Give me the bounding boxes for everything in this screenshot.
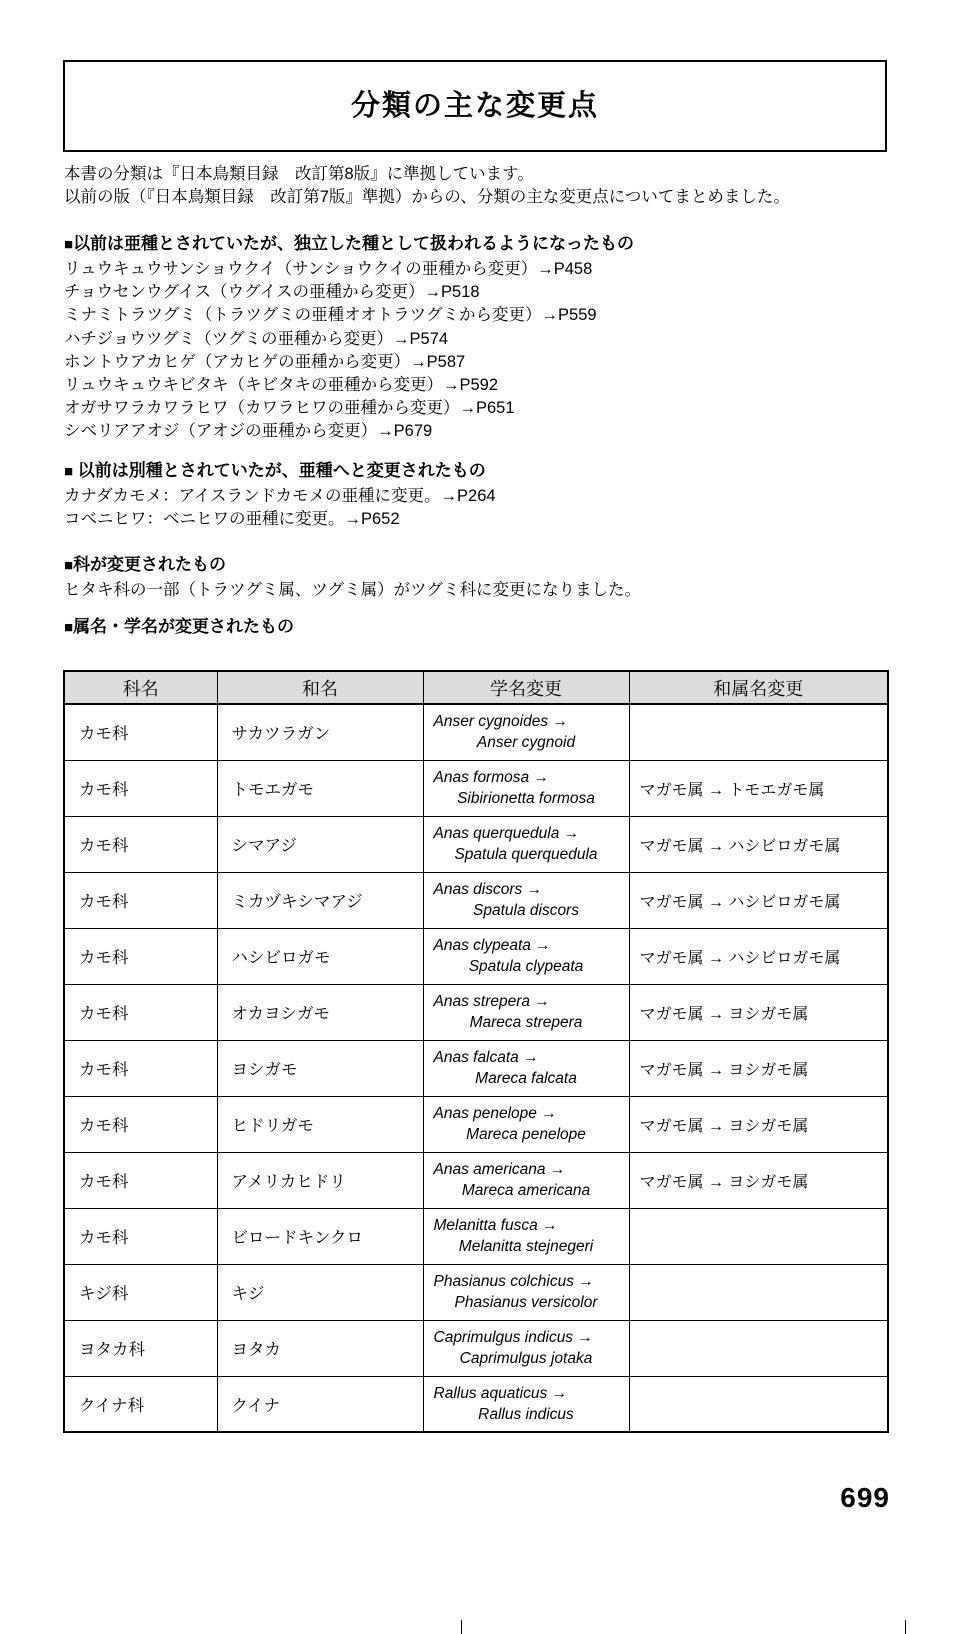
cell-genus-change: マガモ属 → トモエガモ属 — [629, 760, 888, 816]
cell-scientific-name — [423, 1152, 629, 1208]
scientific-name-to: Sibirionetta formosa — [457, 790, 595, 807]
cell-family: カモ科 — [64, 704, 217, 760]
column-header-japanese-name: 和名 — [217, 671, 423, 704]
scientific-name-from: Rallus aquaticus → — [433, 1384, 568, 1402]
cell-family: カモ科 — [64, 984, 217, 1040]
cell-japanese-name: ミカヅキシマアジ — [217, 872, 423, 928]
section-list — [64, 258, 924, 444]
scientific-name-to: Spatula querquedula — [454, 846, 598, 863]
scientific-name-from: Anas americana → — [433, 1161, 566, 1178]
scientific-name-from: Anas formosa → — [433, 769, 549, 786]
section-genus-scientific-name-changed — [64, 615, 924, 641]
scientific-name-to: Mareca strepera — [469, 1014, 583, 1031]
cell-scientific-name — [423, 816, 629, 872]
scientific-name-from: Phasianus colchicus → — [433, 1273, 594, 1290]
cell-scientific-name — [423, 1264, 629, 1320]
scientific-name-to: Melanitta stejnegeri — [458, 1238, 594, 1255]
section-heading-text: 以前は別種とされていたが、亜種へと変更されたもの — [73, 461, 486, 480]
table-header-row — [64, 671, 888, 704]
list-item: オガサワラカワラヒワ（カワラヒワの亜種から変更）→P651 — [64, 399, 515, 418]
list-item: リュウキュウサンショウクイ（サンショウクイの亜種から変更）→P458 — [64, 260, 593, 278]
intro-line-2: 以前の版（『日本鳥類目録 改訂第7版』準拠）からの、分類の主な変更点についてまとめました。 — [64, 188, 790, 206]
cell-family: カモ科 — [64, 816, 217, 872]
scientific-name-from: Anas querquedula → — [433, 825, 580, 842]
cell-japanese-name: ヨシガモ — [217, 1040, 423, 1096]
cell-family: カモ科 — [64, 1096, 217, 1152]
table-row — [64, 1208, 888, 1264]
table-row — [64, 1320, 888, 1376]
crop-mark-right — [905, 1620, 906, 1634]
square-bullet-icon: ■ — [64, 236, 74, 253]
cell-genus-change: マガモ属 → ヨシガモ属 — [629, 1040, 888, 1096]
changes-table — [63, 670, 889, 1433]
cell-japanese-name: ハシビロガモ — [217, 928, 423, 984]
cell-genus-change: マガモ属 → ハシビロガモ属 — [629, 872, 888, 928]
cell-scientific-name — [423, 1040, 629, 1096]
table-body — [64, 704, 888, 1432]
intro-line-1: 本書の分類は『日本鳥類目録 改訂第8版』に準拠しています。 — [64, 165, 534, 183]
list-item: カナダカモメ：アイスランドカモメの亜種に変更。→P264 — [64, 487, 496, 505]
section-family-changed — [64, 553, 924, 602]
list-item: ミナミトラツグミ（トラツグミの亜種オオトラツグミから変更）→P559 — [64, 306, 597, 325]
list-item: リュウキュウキビタキ（キビタキの亜種から変更）→P592 — [64, 376, 499, 395]
table-row — [64, 816, 888, 872]
cell-scientific-name — [423, 1376, 629, 1432]
cell-family: クイナ科 — [64, 1376, 217, 1432]
cell-genus-change — [629, 1208, 888, 1264]
cell-scientific-name — [423, 1096, 629, 1152]
column-header-genus-name-change: 和属名変更 — [629, 671, 888, 704]
cell-scientific-name — [423, 872, 629, 928]
table-row — [64, 984, 888, 1040]
section-heading — [64, 232, 924, 257]
crop-mark-left — [461, 1620, 462, 1634]
cell-japanese-name: キジ — [217, 1264, 423, 1320]
scientific-name-to: Anser cygnoid — [476, 734, 576, 752]
scientific-name-from: Anas strepera → — [433, 993, 550, 1010]
cell-japanese-name: ビロードキンクロ — [217, 1208, 423, 1264]
scientific-name-from: Caprimulgus indicus → — [433, 1329, 593, 1346]
scientific-name-from: Anas falcata → — [433, 1049, 539, 1066]
cell-japanese-name: シマアジ — [217, 816, 423, 872]
scientific-name-from: Anas penelope → — [433, 1105, 557, 1122]
cell-scientific-name — [423, 984, 629, 1040]
square-bullet-icon: ■ — [64, 557, 74, 574]
cell-genus-change: マガモ属 → ヨシガモ属 — [629, 1152, 888, 1208]
scientific-name-to: Mareca penelope — [466, 1126, 586, 1143]
scientific-name-to: Phasianus versicolor — [454, 1294, 598, 1311]
scientific-name-to: Spatula discors — [473, 902, 579, 919]
column-header-scientific-name-change: 学名変更 — [423, 671, 629, 704]
cell-japanese-name: トモエガモ — [217, 760, 423, 816]
title-box — [63, 60, 887, 152]
section-list — [64, 485, 924, 531]
page-number: 699 — [840, 1482, 890, 1513]
scientific-name-to: Mareca americana — [461, 1182, 591, 1199]
square-bullet-icon: ■ — [64, 619, 74, 636]
cell-genus-change — [629, 1320, 888, 1376]
changes-table-wrapper — [63, 670, 887, 1433]
page-title: 分類の主な変更点 — [350, 89, 599, 122]
section-heading-text: 科が変更されたもの — [73, 555, 227, 574]
cell-scientific-name — [423, 760, 629, 816]
cell-family: カモ科 — [64, 760, 217, 816]
table-header — [64, 671, 888, 704]
table-row — [64, 760, 888, 816]
cell-japanese-name: アメリカヒドリ — [217, 1152, 423, 1208]
cell-genus-change: マガモ属 → ヨシガモ属 — [629, 1096, 888, 1152]
table-row — [64, 872, 888, 928]
cell-family: キジ科 — [64, 1264, 217, 1320]
list-item: チョウセンウグイス（ウグイスの亜種から変更）→P518 — [64, 283, 480, 302]
cell-japanese-name: ヒドリガモ — [217, 1096, 423, 1152]
cell-family: カモ科 — [64, 872, 217, 928]
section-heading — [64, 459, 924, 484]
section-heading — [64, 615, 924, 640]
list-item: ハチジョウツグミ（ツグミの亜種から変更）→P574 — [64, 329, 449, 348]
cell-genus-change — [629, 704, 888, 760]
cell-family: カモ科 — [64, 1152, 217, 1208]
scientific-name-to: Mareca falcata — [475, 1070, 577, 1087]
cell-japanese-name: サカツラガン — [217, 704, 423, 760]
scientific-name-from: Anas discors → — [433, 881, 543, 898]
table-row — [64, 1264, 888, 1320]
cell-japanese-name: クイナ — [217, 1376, 423, 1432]
scientific-name-to: Rallus indicus — [478, 1405, 574, 1423]
cell-family: ヨタカ科 — [64, 1320, 217, 1376]
section-list — [64, 579, 924, 602]
cell-scientific-name — [423, 1320, 629, 1376]
cell-scientific-name — [423, 704, 629, 760]
cell-genus-change: マガモ属 → ハシビロガモ属 — [629, 816, 888, 872]
cell-family: カモ科 — [64, 1040, 217, 1096]
table-row — [64, 928, 888, 984]
cell-japanese-name: オカヨシガモ — [217, 984, 423, 1040]
table-row — [64, 1096, 888, 1152]
section-heading-text: 以前は亜種とされていたが、独立した種として扱われるようになったもの — [73, 234, 635, 253]
scientific-name-to: Spatula clypeata — [468, 958, 584, 975]
list-item: シベリアアオジ（アオジの亜種から変更）→P679 — [64, 422, 433, 441]
column-header-family: 科名 — [64, 671, 217, 704]
list-item: ヒタキ科の一部（トラツグミ属、ツグミ属）がツグミ科に変更になりました。 — [64, 581, 642, 599]
scientific-name-to: Caprimulgus jotaka — [459, 1350, 593, 1367]
cell-scientific-name — [423, 928, 629, 984]
list-item: ホントウアカヒゲ（アカヒゲの亜種から変更）→P587 — [64, 352, 466, 371]
cell-genus-change — [629, 1264, 888, 1320]
table-row — [64, 1152, 888, 1208]
cell-genus-change: マガモ属 → ハシビロガモ属 — [629, 928, 888, 984]
scientific-name-from: Melanitta fusca → — [433, 1217, 558, 1234]
table-row — [64, 704, 888, 760]
table-row — [64, 1376, 888, 1432]
cell-family: カモ科 — [64, 928, 217, 984]
intro-paragraph — [64, 163, 904, 209]
square-bullet-icon: ■ — [64, 463, 74, 480]
section-heading — [64, 553, 924, 578]
cell-scientific-name — [423, 1208, 629, 1264]
scientific-name-from: Anas clypeata → — [433, 937, 551, 954]
scientific-name-from: Anser cygnoides → — [433, 713, 568, 731]
cell-japanese-name: ヨタカ — [217, 1320, 423, 1376]
section-species-promoted — [64, 232, 924, 444]
cell-genus-change: マガモ属 → ヨシガモ属 — [629, 984, 888, 1040]
section-heading-text: 属名・学名が変更されたもの — [73, 617, 295, 636]
table-row — [64, 1040, 888, 1096]
cell-genus-change — [629, 1376, 888, 1432]
section-species-demoted — [64, 459, 924, 531]
cell-family: カモ科 — [64, 1208, 217, 1264]
list-item: コベニヒワ：ベニヒワの亜種に変更。→P652 — [64, 510, 400, 529]
